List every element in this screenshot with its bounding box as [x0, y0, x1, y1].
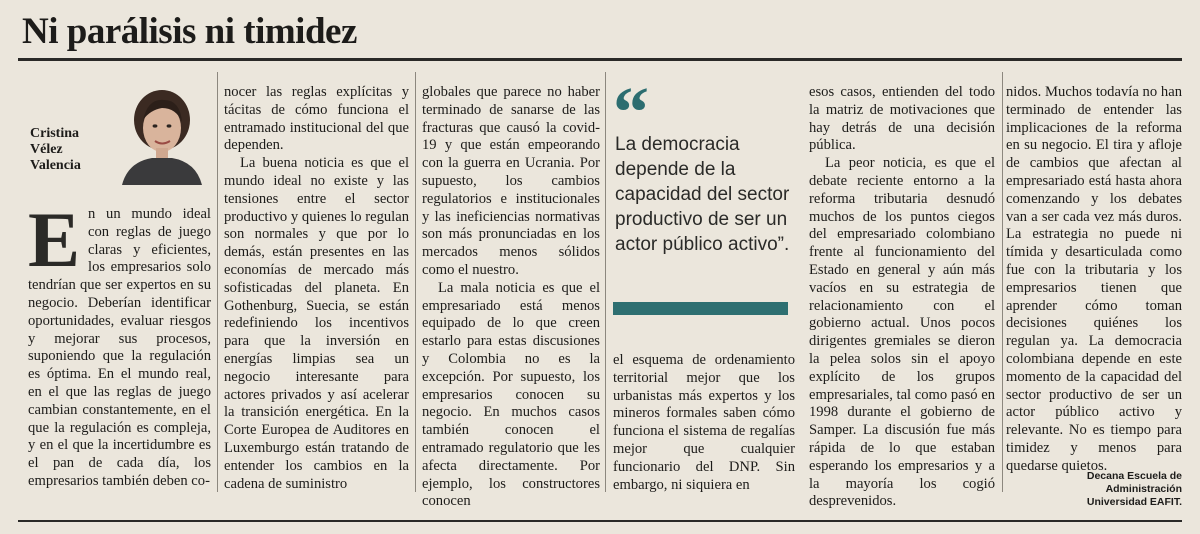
author-byline — [30, 126, 81, 174]
paragraph: La buena noticia es que el mundo ideal no existe y las tensiones entre el sector productivo y quienes lo regulan son normales y que por lo demás, están presentes en las economías de mercado más sofisticadas del planeta. En Gothenburg, Suecia, se están redefiniendo los incentivos para que la inversión en energías limpias sea un negocio interesante para actores privados y así acelerar la transición energética. En la Corte Europea de Auditores en Luxemburgo están tratando de entender los cambios en la cadena de suministro — [224, 155, 409, 492]
article-column-3 — [422, 84, 600, 511]
paragraph: el esquema de ordenamiento territorial mejor que los urbanistas más expertos y los mineros formales saben cómo funciona el sistema de regalías mejor que cualquier funcionario del DNP. Sin embargo, ni siquiera en — [613, 352, 795, 493]
paragraph: esos casos, entienden del todo la matriz de motivaciones que hay detrás de una decisión pública. — [809, 84, 995, 154]
credit-line: Universidad EAFIT. — [1086, 496, 1182, 508]
paragraph: nocer las reglas explícitas y tácitas de cómo funciona el entramado institucional del que dependen. — [224, 84, 409, 154]
article-column-6 — [1006, 84, 1182, 476]
dropcap: E — [28, 196, 81, 283]
pull-quote: La democracia depende de la capacidad del sector productivo de ser un actor público activo”. — [615, 134, 790, 255]
paragraph: nidos. Muchos todavía no han terminado de entender las implicaciones de la reforma en su negocio. El tira y afloje de cambios que afectan al empresariado está hasta ahora comenzando y los debates van a ser cada vez más duros. La estrategia no puede ni tímida y desarticulada como fue con la tributaria y los empresarios tienen que aprender cómo toman decisiones quiénes los regulan ya. La democracia colombiana depende en este momento de la capacidad del sector productivo de ser un actor público activo y relevante. No es tiempo para timidez y menos para quedarse quietos. — [1006, 84, 1182, 474]
article-column-1 — [28, 196, 211, 491]
paragraph: globales que parece no haber terminado de sanarse de las fracturas que causó la covid-19 y que están empeorando con la guerra en Ucrania. Por supuesto, los cambios regulatorios e institucionales y las ineficiencias normativas son más pronunciadas en los mercados menos sólidos como el nuestro. — [422, 84, 600, 278]
author-name-line: Cristina — [30, 126, 79, 141]
paragraph: La mala noticia es que el empresariado está menos equipado de lo que creen estarlo para estas discusiones y Colombia no es la excepción. Por supuesto, los empresarios conocen su negocio. En muchos casos también conocen el entramado regulatorio que les afecta directamente. Por ejemplo, los constructores conocen — [422, 279, 600, 510]
pull-quote-bar — [613, 302, 788, 315]
paragraph: n un mundo ideal con reglas de juego claras y eficientes, los empresarios solo tendrían que ser expertos en su negocio. Deberían identificar oportunidades, evaluar riesgos y mejorar sus procesos, suponiendo que la regulación es óptima. En el mundo real, en el que las reglas de juego cambian constantemente, en el que la regulación es compleja, y en el que la incertidumbre es el pan de cada día, los empresarios también deben co- — [28, 206, 211, 489]
headline: Ni parálisis ni timidez — [22, 11, 357, 52]
bottom-rule — [18, 520, 1182, 522]
column-divider — [1002, 72, 1003, 492]
quote-icon: “ — [613, 72, 649, 152]
credit-line: Decana Escuela de Administración — [1086, 470, 1182, 495]
column-divider — [605, 72, 606, 492]
article-column-2 — [224, 84, 409, 493]
author-name-line: Valencia — [30, 158, 81, 173]
column-divider — [217, 72, 218, 492]
article-column-5 — [809, 84, 995, 511]
author-photo — [112, 80, 208, 185]
top-rule — [18, 58, 1182, 61]
author-name-line: Vélez — [30, 142, 63, 157]
author-credit — [1010, 470, 1182, 509]
column-divider — [415, 72, 416, 492]
article-column-4 — [613, 352, 795, 494]
paragraph: La peor noticia, es que el debate reciente entorno a la reforma tributaria desnudó muchos de los puntos ciegos del empresariado colombiano frente al funcionamiento del Estado en general y aún más vacíos en su estrategia de relacionamiento con el gobierno actual. Unos pocos dirigentes gremiales se dieron la pelea solos sin el apoyo explícito de los grupos empresariales, tal como pasó en 1998 durante el gobierno de Samper. La discusión fue más rápida de lo que estaban esperando los empresarios y a la mayoría los cogió desprevenidos. — [809, 155, 995, 510]
